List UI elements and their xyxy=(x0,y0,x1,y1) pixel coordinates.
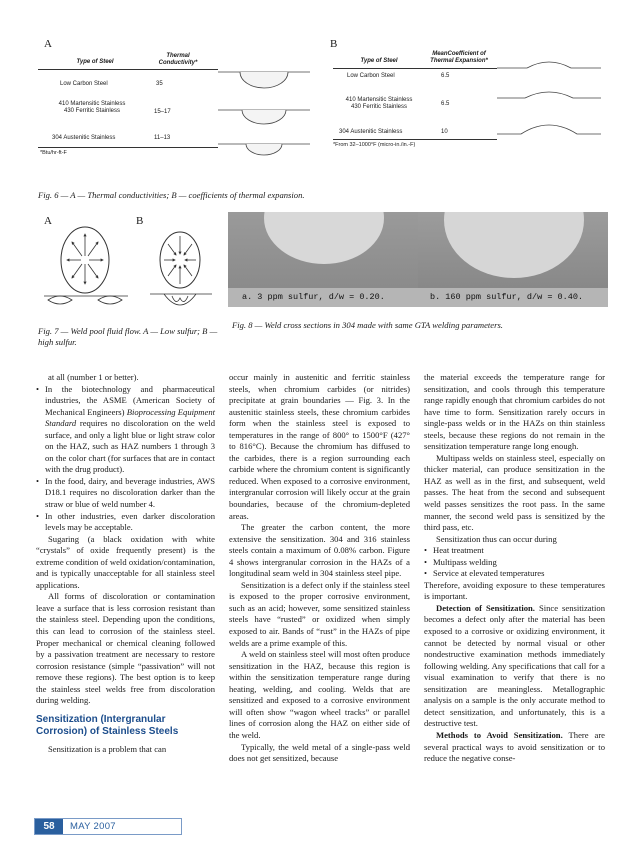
col3-paragraph-3: Sensitization thus can occur during xyxy=(436,533,557,544)
col1-bullet-2: • In the food, dairy, and beverage industries, AWS D18.1 requires no discoloration darker than the straw or blue of weld number 4. xyxy=(36,475,215,510)
col1-paragraph-4: Sensitization is a problem that can xyxy=(48,743,167,754)
table-b-row-2-value: 6.5 xyxy=(441,101,450,107)
body-column-2 xyxy=(229,372,410,765)
col3-bullet-1: • Heat treatment xyxy=(424,545,605,557)
col3-paragraph-1: the material exceeds the temperature range for sensitization, and cools through this temperature range rapidly enough that chromium carbides do not have time to form. Sensitization rarely occurs in single-pass welds or in the HAZs on thin stainless steels, because these regions do not remain in the sensitization temperature range long enough. xyxy=(424,372,605,452)
weld-bead-1 xyxy=(240,72,288,88)
fig6-panel-a-letter: A xyxy=(44,38,52,50)
weld-bead-2 xyxy=(242,110,286,124)
col1-bullet-1-text: In the biotechnology and pharmaceutical industries, the ASME (American Society of Mechanical Engineers) Bioprocessing Equipment Standard requires no discoloration on the weld surface, and only a light blue or light straw color on the HAZ, such as HAZ numbers 1 through 3 on the color chart (for surfaces that are in contact with the drug product). xyxy=(45,383,216,475)
table-a-row-2-steel: 410 Martensitic Stainless 430 Ferritic Stainless xyxy=(58,101,126,114)
inward-flow-arrows xyxy=(164,236,196,284)
fig6-b-weld-sketches xyxy=(497,58,601,148)
distortion-plate-1 xyxy=(497,62,601,68)
col3-paragraph-5-text: Since sensitization becomes a defect only after the material has been exposed to a corrosive or oxidizing environment, it cannot be detected by normal visual or other nondestructive examination methods immediately following welding. Any specifications that call for a visual examination to verify that there is no sensitization are meaningless. Metallographic analysis on a sample is the only accurate method to detect sensitization, and unfortunately, this is a destructive test. xyxy=(424,602,605,729)
col3-paragraph-4: Therefore, avoiding exposure to these temperatures is important. xyxy=(424,579,605,602)
fig8-micrograph xyxy=(228,212,608,307)
table-b-header-value: MeanCoefficient of Thermal Expansion* xyxy=(430,51,488,64)
table-a-row-3-value: 11–13 xyxy=(154,135,171,141)
pool-a-section-right xyxy=(98,296,122,304)
col1-paragraph-2: Sugaring (a black oxidation with white “crystals” of oxide frequently present) is the extreme condition of weld oxidation/contamination, and is typically unacceptable for all stainless steel applications. xyxy=(36,533,215,590)
fig8-label-b: b. 160 ppm sulfur, d/w = 0.40. xyxy=(430,292,584,302)
col2-paragraph-4: A weld on stainless steel will most often produce sensitization in the HAZ, because this region is within the sensitization temperature range during heating, welding, and cooling. Welds that are sensitized and exposed to a corrosive environment will often show “wagon wheel tracks” or parallel lines of corrosion along the HAZ on either side of the weld. xyxy=(229,649,410,740)
distortion-plate-2 xyxy=(497,92,601,98)
table-b-row-1-value: 6.5 xyxy=(441,73,450,79)
table-a-row-1-steel: Low Carbon Steel xyxy=(60,81,108,87)
col3-paragraph-5 xyxy=(424,603,605,730)
pool-b-section xyxy=(164,294,196,305)
fig7-panel-a-letter: A xyxy=(44,215,52,227)
pool-a-section-left xyxy=(48,296,72,304)
page-footer xyxy=(34,818,182,835)
table-b-bottom-rule xyxy=(333,139,497,140)
fig7-weld-pool-flow xyxy=(40,222,220,314)
table-a-row-1-value: 35 xyxy=(156,81,163,87)
body-column-1 xyxy=(36,372,215,755)
table-a-header-type: Type of Steel xyxy=(76,59,114,65)
fig8-label-a: a. 3 ppm sulfur, d/w = 0.20. xyxy=(242,292,385,302)
body-column-3 xyxy=(424,372,605,765)
col3-paragraph-6-text: There are several practical ways to avoid sensitization or to reduce the negative conse- xyxy=(424,729,605,764)
table-b-row-1-steel: Low Carbon Steel xyxy=(347,73,395,79)
table-b-header-type: Type of Steel xyxy=(360,58,398,64)
col3-run-in-heading-methods: Methods to Avoid Sensitization. xyxy=(436,729,563,740)
col2-paragraph-2: The greater the carbon content, the more extensive the sensitization. 304 and 316 stainless steels contain a maximum of 0.08% carbon. Figure 4 shows intergranular corrosion in the HAZs of a longitudinal seam weld in 304 stainless steel pipe. xyxy=(229,522,410,579)
table-a-bottom-rule xyxy=(38,147,218,148)
outward-flow-arrows xyxy=(67,234,103,284)
table-a-row-2-value: 15–17 xyxy=(154,109,171,115)
table-a-header-rule xyxy=(38,69,218,70)
col2-paragraph-5: Typically, the weld metal of a single-pass weld does not get sensitized, because xyxy=(229,741,410,764)
fig6-a-weld-sketches xyxy=(218,58,310,158)
fig6-table-a xyxy=(38,51,218,176)
fig6-caption: Fig. 6 — A — Thermal conductivities; B — coefficients of thermal expansion. xyxy=(38,190,305,200)
section-heading-sensitization: Sensitization (Intergranular Corrosion) of Stainless Steels xyxy=(36,713,179,737)
col3-bullet-2: • Multipass welding xyxy=(424,557,605,569)
fig7-caption: Fig. 7 — Weld pool fluid flow. A — Low sulfur; B — high sulfur. xyxy=(38,326,218,347)
table-a-row-3-steel: 304 Austenitic Stainless xyxy=(52,135,116,141)
table-a-footnote: *Btu/hr-ft-F xyxy=(40,150,67,156)
fig8-caption: Fig. 8 — Weld cross sections in 304 made with same GTA welding parameters. xyxy=(232,320,503,330)
col3-bullet-3-text: Service at elevated temperatures xyxy=(433,568,545,579)
col3-bullet-1-text: Heat treatment xyxy=(433,545,484,556)
standard-title-italic: Bioprocessing Equipment Standard xyxy=(45,406,216,429)
col3-paragraph-2: Multipass welds on stainless steel, especially on thicker material, can produce sensitization in the HAZ as well as in the first, and subsequent, weld passes. The heat from the second and subsequent weld passes sensitizes the root pass. In the same manner, the second weld pass is sensitized by the third pass, etc. xyxy=(424,452,605,533)
col3-run-in-heading-detection: Detection of Sensitization. xyxy=(436,602,535,613)
page-number: 58 xyxy=(35,819,63,834)
pool-b-circulation xyxy=(172,296,188,302)
weld-bead-3 xyxy=(246,144,282,155)
col3-bullet-3: • Service at elevated temperatures xyxy=(424,568,605,580)
issue-date: MAY 2007 xyxy=(70,821,116,832)
col3-paragraph-6 xyxy=(424,730,605,765)
fig6-table-b xyxy=(333,51,497,176)
fig7-panel-b-letter: B xyxy=(136,215,144,227)
table-a-header-value: Thermal Conductivity* xyxy=(158,53,198,66)
table-b-row-3-value: 10 xyxy=(441,129,448,135)
table-b-row-2-steel: 410 Martensitic Stainless 430 Ferritic Stainless xyxy=(345,97,413,110)
table-b-row-3-steel: 304 Austenitic Stainless xyxy=(339,129,403,135)
col2-paragraph-1: occur mainly in austenitic and ferritic stainless steels, when chromium carbides (or nitrides) precipitate at grain boundaries — Fig. 3. In the austenitic stainless steels, these chromium carbides form when the stainless steel is exposed to temperatures in the range of 800° to 1500°F (427° to 816°C). Because the chromium has diffused to the carbides, there is a region surrounding each carbide where the chromium content is significantly reduced. When exposed to a corrosive environment, intergranular corrosion will likely occur at the grain boundaries, because of the chromium-depleted areas. xyxy=(229,372,410,521)
col3-bullet-2-text: Multipass welding xyxy=(433,556,497,567)
col1-bullet-3: • In other industries, even darker discoloration levels may be acceptable. xyxy=(36,510,215,533)
distortion-plate-3 xyxy=(497,125,601,134)
col1-bullet-2-text: In the food, dairy, and beverage industries, AWS D18.1 requires no discoloration darker than the straw or blue of weld number 4. xyxy=(45,475,215,510)
table-b-footnote: *From 32–1000°F (micro-in./in.-F) xyxy=(333,142,416,148)
col2-paragraph-3: Sensitization is a defect only if the stainless steel is exposed to the proper corrosive environment, such as an acid; however, some sensitized stainless steels have “rusted” or oxidized when simply exposed to air. Bands of “rust” in the HAZs of pipe welds are a prime example of this. xyxy=(229,579,410,648)
col1-paragraph-1: at all (number 1 or better). xyxy=(48,372,139,382)
col1-bullet-3-text: In other industries, even darker discoloration levels may be acceptable. xyxy=(45,510,215,533)
fig6-panel-b-letter: B xyxy=(330,38,338,50)
table-b-header-rule xyxy=(333,68,497,69)
col1-bullet-1: • In the biotechnology and pharmaceutical industries, the ASME (American Society of Mechanical Engineers) Bioprocessing Equipment Standard requires no discoloration on the weld surface, and only a light blue or light straw color on the HAZ, such as HAZ numbers 1 through 3 on the color chart (for surfaces that are in contact with the drug product). xyxy=(36,383,216,475)
col1-paragraph-3: All forms of discoloration or contamination leave a surface that is less corrosion resistant than the stainless steel. Depending upon the conditions, this can lead to corrosion of the stainless steel. Proper mechanical or chemical cleaning followed by a passivation treatment are necessary to restore corrosion resistance (simple “passivation” will not remove these regions). The best option is to keep the stainless steel welds free from discoloration during welding. xyxy=(36,591,215,706)
